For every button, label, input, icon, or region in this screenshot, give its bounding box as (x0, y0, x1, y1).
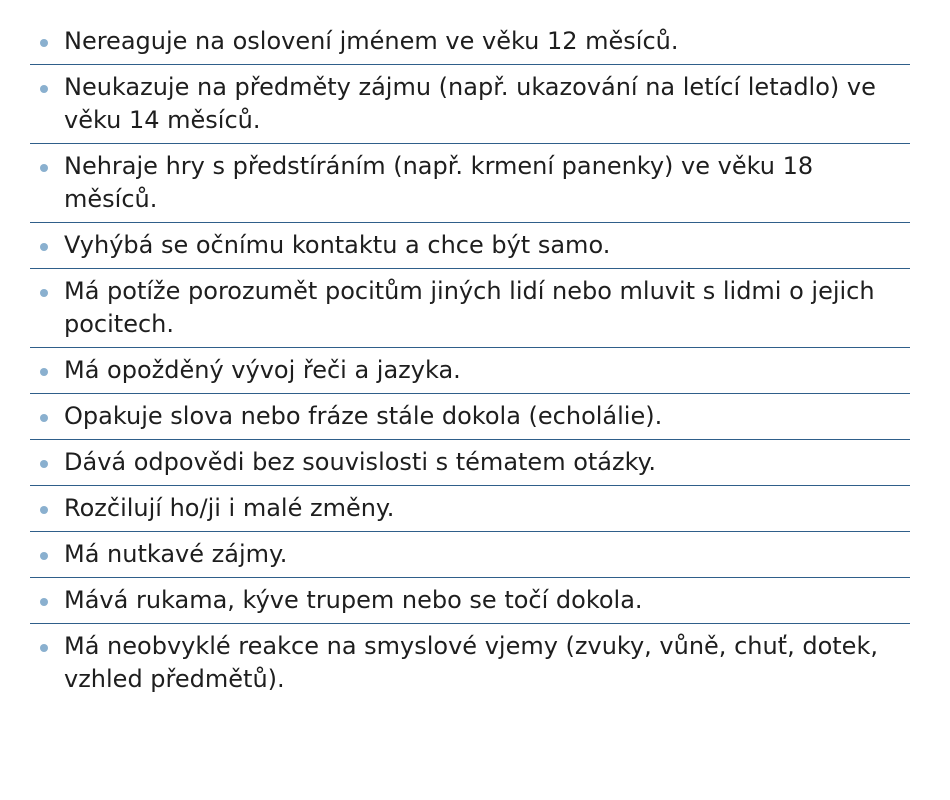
list-item (30, 440, 910, 486)
bullet-icon (40, 243, 48, 251)
bullet-icon (40, 368, 48, 376)
list-item (30, 17, 910, 65)
bullet-icon (40, 460, 48, 468)
bullet-icon (40, 289, 48, 297)
list-item (30, 532, 910, 578)
list-item (30, 65, 910, 144)
list-item (30, 624, 910, 702)
bullet-icon (40, 552, 48, 560)
bullet-icon (40, 164, 48, 172)
list-item-text: Vyhýbá se očnímu kontaktu a chce být samo. (64, 231, 611, 259)
bullet-icon (40, 598, 48, 606)
list-item (30, 348, 910, 394)
list-item-text: Neukazuje na předměty zájmu (např. ukazování na letící letadlo) ve věku 14 měsíců. (64, 73, 876, 134)
list-item-text: Rozčilují ho/ji i malé změny. (64, 494, 395, 522)
list-item-text: Má nutkavé zájmy. (64, 540, 288, 568)
bullet-icon (40, 85, 48, 93)
bullet-icon (40, 506, 48, 514)
list-item (30, 578, 910, 624)
list-item-text: Má potíže porozumět pocitům jiných lidí nebo mluvit s lidmi o jejich pocitech. (64, 277, 875, 338)
bullet-icon (40, 644, 48, 652)
list-item-text: Má neobvyklé reakce na smyslové vjemy (zvuky, vůně, chuť, dotek, vzhled předmětů). (64, 632, 878, 693)
list-item (30, 394, 910, 440)
symptom-list (30, 17, 910, 702)
list-item-text: Dává odpovědi bez souvislosti s tématem otázky. (64, 448, 657, 476)
list-item-text: Nereaguje na oslovení jménem ve věku 12 měsíců. (64, 27, 679, 55)
list-item (30, 223, 910, 269)
list-item-text: Má opožděný vývoj řeči a jazyka. (64, 356, 461, 384)
list-item-text: Nehraje hry s předstíráním (např. krmení panenky) ve věku 18 měsíců. (64, 152, 814, 213)
list-item-text: Mává rukama, kýve trupem nebo se točí dokola. (64, 586, 643, 614)
list-item (30, 144, 910, 223)
bullet-icon (40, 414, 48, 422)
list-item (30, 486, 910, 532)
list-item (30, 269, 910, 348)
bullet-icon (40, 39, 48, 47)
list-item-text: Opakuje slova nebo fráze stále dokola (echolálie). (64, 402, 663, 430)
